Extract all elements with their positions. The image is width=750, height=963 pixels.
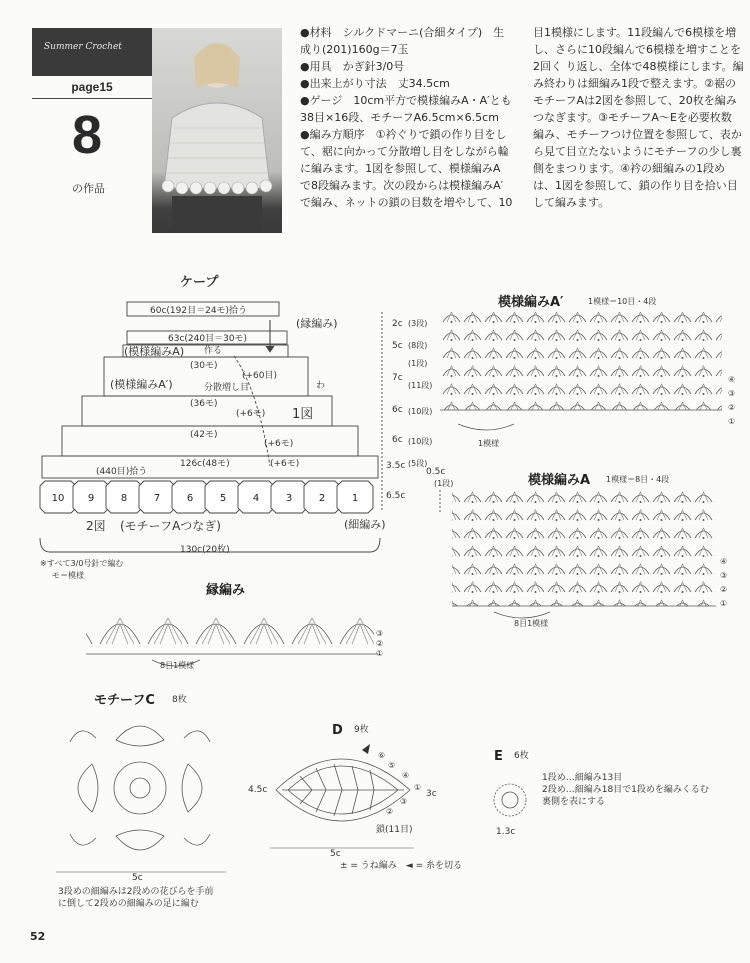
- instruction-line: に編みます。1図を参照して、模様編みA: [300, 162, 501, 175]
- cape-label: 作る: [204, 346, 223, 356]
- dim-label: (10段): [408, 407, 433, 416]
- row-marker: ⑥: [378, 751, 386, 760]
- motif-c-count: 8枚: [172, 695, 187, 705]
- motif-number: 6: [186, 493, 194, 504]
- motif-number: 3: [285, 493, 293, 504]
- motif-c-note: に倒して2段めの細編みの足に編む: [58, 899, 199, 909]
- cape-label: (+6モ): [270, 459, 300, 469]
- instruction-line: ●編み方順序 ①衿ぐりで鎖の作り目をし: [300, 128, 507, 141]
- cape-label: 60c(192目＝24モ)拾う: [150, 306, 248, 316]
- cape-label: (+6モ): [264, 439, 294, 449]
- cape-note: モ＝模様: [52, 571, 84, 580]
- cape-note: ※すべて3/0号針で編む: [40, 559, 124, 568]
- instruction-line: 側をまつります。④衿の細編みの1段め: [533, 162, 725, 175]
- motif-number: 5: [219, 493, 227, 504]
- row-marker: ④: [402, 771, 410, 780]
- edge-title: 縁編み: [206, 583, 246, 598]
- cape-label: (36モ): [190, 399, 218, 409]
- dim-label: 6c: [392, 405, 403, 415]
- row-marker: ①: [414, 783, 422, 792]
- instruction-line: ●ゲージ 10cm平方で模様編みA・A′とも38目×16段、モチーフA6.5cm×6.5cm: [300, 94, 512, 124]
- instruction-line: み終わりは細編み1段で整えます。②裾の: [533, 77, 736, 90]
- row-marker: ③: [376, 629, 384, 638]
- figure-2-label: 2図: [86, 519, 106, 533]
- row-marker: ②: [376, 639, 384, 648]
- motif-e-title: E: [494, 749, 503, 764]
- chart-a-prime-subtitle: 1模様＝10目・4段: [588, 297, 657, 306]
- cape-label: (モチーフAつなぎ): [120, 519, 221, 533]
- row-marker: ②: [386, 807, 394, 816]
- motif-number: 8: [120, 493, 128, 504]
- motif-e-width: 1.3c: [496, 827, 516, 837]
- dim-label: (1段): [434, 479, 454, 488]
- motif-d-title: D: [332, 723, 343, 738]
- chart-a-prime-repeat: 1模様: [478, 439, 500, 448]
- chart-a-prime-title: 模様編みA′: [498, 295, 564, 310]
- cape-label: (細編み): [344, 518, 386, 531]
- row-marker: ③: [400, 797, 408, 806]
- instruction-line: 編み、モチーフつけ位置を参照して、表か: [533, 128, 742, 141]
- edge-repeat: 8目1模様: [160, 661, 195, 670]
- row-marker: ①: [720, 599, 728, 608]
- dim-label: 6c: [392, 435, 403, 445]
- motif-d-width: 5c: [330, 849, 341, 859]
- motif-e-note: 1段め…細編み13目: [542, 773, 623, 783]
- chart-a-prime: [440, 294, 735, 448]
- cape-label: (440目)拾う: [96, 467, 148, 477]
- chart-a-prime-pattern: [440, 312, 722, 410]
- row-marker: ①: [376, 649, 384, 658]
- motif-c-note: 3段めの細編みは2段めの花びらを手前: [58, 887, 214, 897]
- chart-a-title: 模様編みA: [528, 473, 591, 488]
- instruction-line: は、1図を参照して、鎖の作り目を拾い目: [533, 179, 738, 192]
- work-suffix: の作品: [72, 182, 105, 195]
- instruction-line: 目1模様にします。11段編んで6模様を増: [533, 26, 737, 39]
- motif-e-note: 2段め…細編み18目で1段めを編みくるむ: [542, 785, 709, 795]
- instruction-line: て、裾に向かって分散増し目をしながら輪: [300, 145, 509, 158]
- cape-title: ケープ: [180, 275, 219, 290]
- motif-number: 10: [51, 493, 65, 504]
- cape-label: (模様編みA′): [110, 378, 173, 391]
- motif-e-note: 裏側を表にする: [542, 797, 606, 807]
- chart-a-subtitle: 1模様＝8目・4段: [606, 475, 670, 484]
- motif-number: 7: [153, 493, 161, 504]
- dim-label: (5段): [408, 459, 428, 468]
- cape-labels: [40, 274, 386, 580]
- chart-a-repeat: 8目1模様: [514, 619, 549, 628]
- dim-label: 5c: [392, 341, 403, 351]
- work-number: 8: [72, 105, 103, 165]
- motif-c-width: 5c: [132, 873, 143, 883]
- motif-d-chain: 鎖(11目): [376, 825, 413, 835]
- motif-number: 2: [318, 493, 326, 504]
- chart-a-pattern: [452, 490, 716, 606]
- instruction-line: 成り(201)160g＝7玉: [300, 43, 409, 56]
- row-marker: ①: [728, 417, 736, 426]
- dim-label: 3.5c: [386, 461, 406, 471]
- motif-number: 1: [351, 493, 359, 504]
- instruction-line: ●出来上がり寸法 丈34.5cm: [300, 77, 450, 90]
- row-marker: ④: [728, 375, 736, 384]
- motif-d-height: 3c: [426, 789, 437, 799]
- edge-pattern: [86, 612, 374, 654]
- dim-label: 2c: [392, 319, 403, 329]
- dim-label: 6.5c: [386, 491, 406, 501]
- row-marker: ⑤: [388, 761, 396, 770]
- motif-number: 9: [87, 493, 95, 504]
- instruction-line: で編み、ネットの鎖の目数を増やして、10: [300, 196, 513, 209]
- row-marker: ③: [720, 571, 728, 580]
- symbol-legend: ± = うね編み ◄ = 糸を切る: [340, 861, 462, 871]
- series-banner: Summer Crochet: [32, 28, 152, 76]
- dim-label: 7c: [392, 373, 403, 383]
- cape-label: 分散増し目: [204, 383, 250, 393]
- chart-a: [452, 472, 727, 628]
- row-marker: ④: [720, 557, 728, 566]
- motif-c: [56, 693, 267, 909]
- cape-label: 130c(20枚): [180, 545, 230, 555]
- cape-label: (模様編みA): [124, 345, 185, 358]
- page-label: page15: [32, 80, 152, 99]
- motif-d-count: 9枚: [354, 725, 369, 735]
- instruction-line: して編みます。: [533, 196, 610, 209]
- cape-label: わ: [316, 381, 326, 391]
- row-marker: ②: [720, 585, 728, 594]
- dim-label: (1段): [408, 359, 428, 368]
- cape-label: (30モ): [190, 361, 218, 371]
- dim-label: (11段): [408, 381, 433, 390]
- instruction-line: ら見て目立たないようにモチーフの少し裏: [533, 145, 742, 158]
- instruction-line: つなぎます。③モチーフA～Eを必要枚数: [533, 111, 732, 124]
- instruction-line: モチーフAは2図を参照して、20枚を編み: [533, 94, 737, 107]
- dim-label: (3段): [408, 319, 428, 328]
- cape-label: (+6モ): [236, 409, 266, 419]
- motif-c-height: 4.5c: [248, 785, 268, 795]
- instruction-line: 2回く り返し、全体で48模様にします。編: [533, 60, 744, 73]
- row-marker: ②: [728, 403, 736, 412]
- motif-e-count: 6枚: [514, 751, 529, 761]
- instruction-line: ●材料 シルクドマーニ(合細タイプ) 生: [300, 26, 505, 39]
- cape-label: (+60目): [242, 371, 278, 381]
- motif-c-title: モチーフC: [94, 693, 155, 708]
- motif-d: [270, 723, 437, 859]
- cape-label: (縁編み): [296, 317, 338, 330]
- edge-chart: [86, 582, 383, 670]
- page-number: 52: [30, 930, 46, 943]
- dim-label: 0.5c: [426, 467, 446, 477]
- instruction-line: ●用具 かぎ針3/0号: [300, 60, 405, 73]
- dim-label: (10段): [408, 437, 433, 446]
- motif-number: 4: [252, 493, 260, 504]
- cape-label: 126c(48モ): [180, 459, 230, 469]
- cape-label: 63c(240目＝30モ): [168, 334, 248, 344]
- cape-label: (42モ): [190, 430, 218, 440]
- figure-1-label: 1図: [292, 407, 314, 422]
- motif-e: [494, 749, 709, 837]
- dim-label: (8段): [408, 341, 428, 350]
- row-marker: ③: [728, 389, 736, 398]
- instruction-line: し、さらに10段編んで6模様を増すことを: [533, 43, 741, 56]
- instruction-line: で8段編みます。次の段からは模様編みA′: [300, 179, 504, 192]
